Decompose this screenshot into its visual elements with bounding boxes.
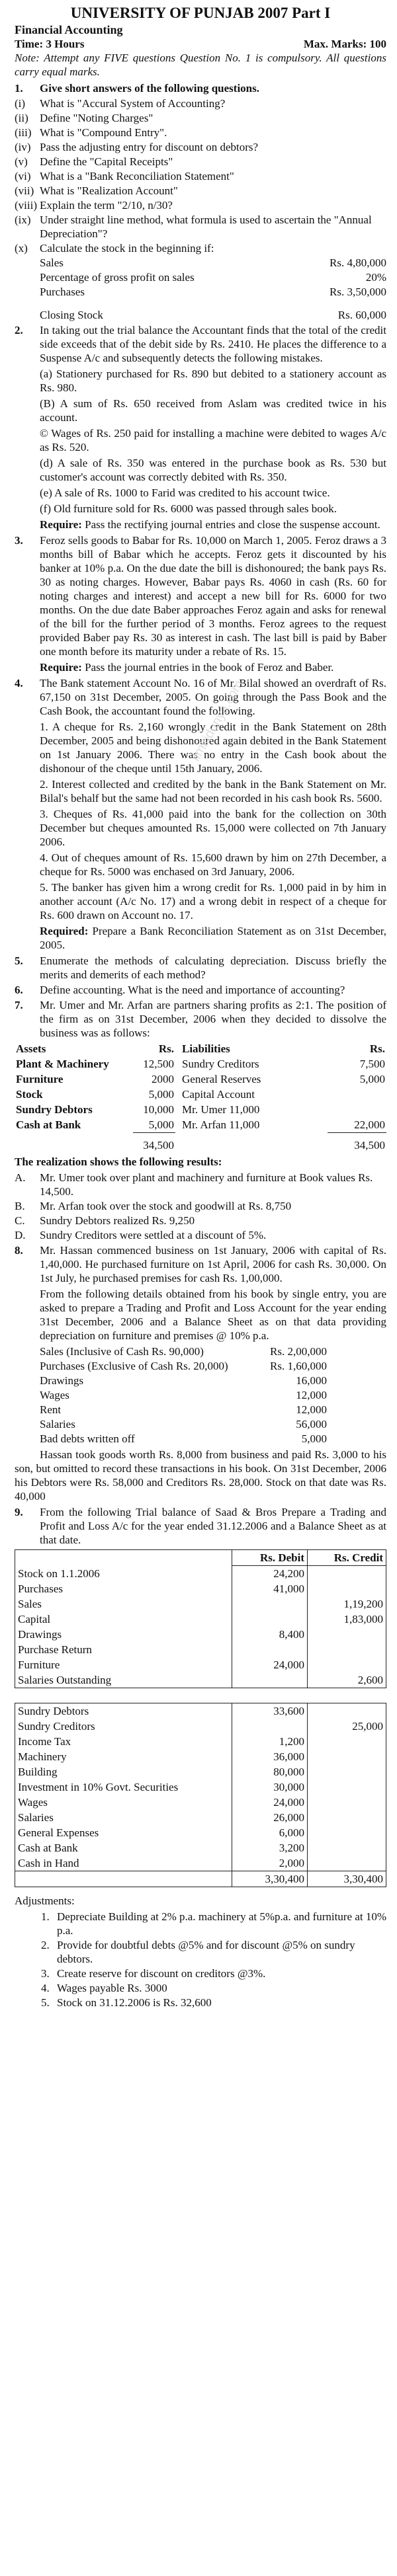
question-2 xyxy=(15,323,386,365)
mistake-a: (a) Stationery purchased for Rs. 890 but debited to a stationery account as Rs. 980. xyxy=(40,368,386,394)
table-row: Cash at Bank 3,200 xyxy=(15,1840,386,1855)
table-row: Purchases 41,000 xyxy=(15,1581,386,1596)
list-item: Wages 12,000 xyxy=(40,1389,327,1401)
paper-title: UNIVERSITY OF PUNJAB 2007 Part I xyxy=(70,5,331,21)
mistake-e: (e) A sale of Rs. 1000 to Farid was credited to his account twice. xyxy=(40,487,330,499)
table-row: Sales 1,19,200 xyxy=(15,1596,386,1612)
question-heading: Give short answers of the following questions. xyxy=(40,82,259,95)
question-text: Enumerate the methods of calculating depreciation. Discuss briefly the merits and demerits of each method? xyxy=(40,955,386,981)
question-text: Mr. Umer and Mr. Arfan are partners sharing profits as 2:1. The position of the firm as on 31st December, 2006 when they decided to dissolve the business was as follows: xyxy=(40,999,386,1039)
table-row: Salaries 26,000 xyxy=(15,1810,386,1825)
list-item: (x) Calculate the stock in the beginning if: xyxy=(15,242,214,254)
requirement: Required: Prepare a Bank Reconciliation Statement as on 31st December, 2005. xyxy=(40,925,386,951)
time: Time: 3 Hours xyxy=(15,38,85,50)
list-item: (vi) What is a "Bank Reconciliation Statement" xyxy=(15,170,234,182)
question-9 xyxy=(15,1505,386,1547)
time-marks-row xyxy=(15,37,386,51)
bank-item-1: 1. A cheque for Rs. 2,160 wrongly credit in the Bank Statement on 28th December, 2005 and being dishonoured again debited in the Bank Statement on 1st January 2006. There was no entry in the Cash book about the dishonour of the cheque until 15th January, 2006. xyxy=(40,721,386,775)
question-text: The Bank statement Account No. 16 of Mr. Bilal showed an overdraft of Rs. 67,150 on 31st December, 2005. On going through the Pass Book and the Cash Book, the accountant found the following. xyxy=(40,677,386,717)
question-number: 2. xyxy=(15,324,23,336)
table-row: Sundry Debtors 33,600 xyxy=(15,1703,386,1719)
bank-item-4: 4. Out of cheques amount of Rs. 15,600 drawn by him on 27th December, a cheque for Rs. 5000 was enchased on 3rd January, 2006. xyxy=(40,851,386,878)
question-number: 4. xyxy=(15,677,23,689)
instructions-note: Note: Attempt any FIVE questions Question No. 1 is compulsory. All questions carry equal marks. xyxy=(15,52,386,78)
question-number: 3. xyxy=(15,534,23,547)
question-text: Define accounting. What is the need and importance of accounting? xyxy=(40,984,345,996)
table-row: Purchase Return xyxy=(15,1642,386,1657)
question-text: Mr. Hassan commenced business on 1st January, 2006 with capital of Rs. 1,40,000. He purchased furniture on 1st April, 2006 for cash Rs. 30,000. On 1st July, he purchased premises for cash Rs. 1,00,000. xyxy=(40,1244,386,1284)
max-marks: Max. Marks: 100 xyxy=(303,38,386,50)
question-text-2: From the following details obtained from his book by single entry, you are asked to prepare a Trading and Profit and Loss Account for the year ending 31st December, 2006 and a Balance Sheet as on that data providing depreciation on furniture and premises @ 10% p.a. xyxy=(40,1288,386,1342)
question-number: 7. xyxy=(15,999,23,1011)
mistake-b: (B) A sum of Rs. 650 received from Aslam was credited twice in his account. xyxy=(40,397,386,424)
list-item: 2. Provide for doubtful debts @5% and for discount @5% on sundry debtors. xyxy=(41,1939,355,1965)
question-7 xyxy=(15,998,386,1040)
question-text: Feroz sells goods to Babar for Rs. 10,000 on March 1, 2005. Feroz draws a 3 months bill of Babar which he accepts. Feroz gets it discounted by his banker at 10% p.a. On the due date the bill is dishonoured; the bank pays Rs. 30 as noting charges. However, Babar pays Rs. 4060 in cash (Rs. 60 for noting charges and interest) and accept a new bill for Rs. 6000 for two months. On the due date Baber approaches Feroz again and asks for renewal of the bill for the further period of 3 months. Feroz agrees to the request provided Baber pay Rs. 30 as interest in cash. The last bill is paid by Baber one month before its maturity under a rebate of Rs. 15. xyxy=(40,534,386,658)
table-row: Furniture 2000 General Reserves 5,000 xyxy=(16,1073,385,1085)
trial-balance-table-1 xyxy=(15,1549,386,1688)
table-header: Rs. Debit Rs. Credit xyxy=(15,1550,386,1566)
list-item: Sales (Inclusive of Cash Rs. 90,000) Rs. 2,00,000 xyxy=(40,1345,327,1358)
requirement: Require: Pass the journal entries in the book of Feroz and Baber. xyxy=(40,661,334,674)
table-row: Sundry Creditors 25,000 xyxy=(15,1719,386,1734)
realization-results xyxy=(15,1171,386,1242)
mistake-c: © Wages of Rs. 250 paid for installing a machine were debited to wages A/c as Rs. 520. xyxy=(40,427,386,453)
closing-stock-row: Closing Stock Rs. 60,000 xyxy=(40,309,386,321)
bank-item-5: 5. The banker has given him a wrong credit for Rs. 1,000 paid in by him in another account (A/c No. 17) and a wrong debit in respect of a cheque for Rs. 600 drawn on Account no. 17. xyxy=(40,881,386,921)
list-item: Salaries 56,000 xyxy=(40,1418,327,1430)
results-intro: The realization shows the following results: xyxy=(15,1155,222,1168)
table-row: Cash in Hand 2,000 xyxy=(15,1855,386,1871)
list-item: (viii) Explain the term "2/10, n/30? xyxy=(15,199,173,212)
table-total-row: 34,500 34,500 xyxy=(15,1133,386,1153)
table-row: Machinery 36,000 xyxy=(15,1749,386,1764)
single-entry-details xyxy=(15,1345,327,1446)
stock-calculation-data xyxy=(15,256,386,299)
question-5 xyxy=(15,954,386,982)
short-questions xyxy=(15,97,386,255)
question-number: 9. xyxy=(15,1506,23,1518)
list-item: Purchases (Exclusive of Cash Rs. 20,000) Rs. 1,60,000 xyxy=(40,1360,327,1372)
table-total-row: 3,30,400 3,30,400 xyxy=(15,1871,386,1887)
table-row: Capital 1,83,000 xyxy=(15,1612,386,1627)
list-item: Bad debts written off 5,000 xyxy=(40,1432,327,1445)
list-item: (vii) What is "Realization Account" xyxy=(15,184,178,197)
trial-balance-table-2 xyxy=(15,1703,386,1887)
bank-item-2: 2. Interest collected and credited by the bank in the Bank Statement on Mr. Bilal's behalf but the same had not been recorded in his cash book Rs. 5600. xyxy=(40,778,386,804)
list-item: 4. Wages payable Rs. 3000 xyxy=(41,1982,167,1994)
table-row: Stock 5,000 Capital Account xyxy=(16,1088,255,1101)
calc-row: Sales Rs. 4,80,000 xyxy=(40,256,386,269)
question-text: From the following Trial balance of Saad & Bros Prepare a Trading and Profit and Loss A/c for the year ended 31.12.2006 and a Balance Sheet as at that date. xyxy=(40,1506,386,1546)
question-number: 1. xyxy=(15,82,23,95)
table-row: General Expenses 6,000 xyxy=(15,1825,386,1840)
list-item: D. Sundry Creditors were settled at a discount of 5%. xyxy=(15,1229,267,1241)
adjustments-label: Adjustments: xyxy=(15,1894,75,1907)
adjustments-list xyxy=(15,1910,386,2010)
list-item: C. Sundry Debtors realized Rs. 9,250 xyxy=(15,1214,195,1227)
table-row: Stock on 1.1.2006 24,200 xyxy=(15,1566,386,1582)
list-item: (i) What is "Accural System of Accounting? xyxy=(15,97,226,110)
mistake-d: (d) A sale of Rs. 350 was entered in the purchase book as Rs. 530 but customer's account was correctly debited with Rs. 350. xyxy=(40,457,386,483)
question-number: 5. xyxy=(15,955,23,967)
table-row: Plant & Machinery 12,500 Sundry Creditors 7,500 xyxy=(16,1058,385,1070)
list-item: Drawings 16,000 xyxy=(40,1374,327,1387)
bank-item-3: 3. Cheques of Rs. 41,000 paid into the bank for the collection on 30th December but cheques amounted Rs. 15,000 were collected on 7th January 2006. xyxy=(40,808,386,848)
subject: Financial Accounting xyxy=(15,23,123,36)
table-row: Drawings 8,400 xyxy=(15,1627,386,1642)
balance-sheet-table xyxy=(15,1041,386,1153)
question-8 xyxy=(15,1243,386,1285)
list-item: Rent 12,000 xyxy=(40,1403,327,1416)
table-row: Building 80,000 xyxy=(15,1764,386,1779)
list-item: 3. Create reserve for discount on creditors @3%. xyxy=(41,1967,266,1980)
list-item: (ii) Define "Noting Charges" xyxy=(15,112,154,124)
question-text: In taking out the trial balance the Accountant finds that the total of the credit side exceeds that of the debit side by Rs. 2410. He places the difference to a Suspense A/c and subsequently detects the following mistakes. xyxy=(40,324,386,364)
question-number: 6. xyxy=(15,984,23,996)
question-number: 8. xyxy=(15,1244,23,1257)
requirement: Require: Pass the rectifying journal entries and close the suspense account. xyxy=(40,518,380,531)
list-item: B. Mr. Arfan took over the stock and goodwill at Rs. 8,750 xyxy=(15,1200,292,1212)
list-item: A. Mr. Umer took over plant and machinery and furniture at Book values Rs. 14,500. xyxy=(15,1171,373,1198)
question-1 xyxy=(15,81,386,95)
table-row: Salaries Outstanding 2,600 xyxy=(15,1672,386,1688)
table-row: Cash at Bank 5,000 Mr. Arfan 11,000 22,000 xyxy=(16,1118,385,1131)
watermark: ilmkidunya.com xyxy=(188,678,247,764)
question-text-3: Hassan took goods worth Rs. 8,000 from business and paid Rs. 3,000 to his son, but omitted to record these transactions in his book. On 31st December, 2006 his Debtors were Rs. 58,000 and Creditors Rs. 28,000. Stock on that date was Rs. 40,000 xyxy=(15,1448,386,1503)
list-item: 5. Stock on 31.12.2006 is Rs. 32,600 xyxy=(41,1996,212,2009)
table-header: Assets Rs. Liabilities Rs. xyxy=(16,1042,385,1055)
calc-row: Percentage of gross profit on sales 20% xyxy=(40,271,386,284)
table-row: Wages 24,000 xyxy=(15,1795,386,1810)
question-3 xyxy=(15,533,386,658)
list-item: (ix) Under straight line method, what formula is used to ascertain the "Annual Depreciation"? xyxy=(15,214,372,240)
question-6 xyxy=(15,983,386,997)
list-item: (v) Define the "Capital Receipts" xyxy=(15,155,173,168)
table-row: Income Tax 1,200 xyxy=(15,1734,386,1749)
list-item: (iii) What is "Compound Entry". xyxy=(15,126,167,139)
list-item: 1. Depreciate Building at 2% p.a. machinery at 5%p.a. and furniture at 10% p.a. xyxy=(41,1910,387,1937)
calc-row: Purchases Rs. 3,50,000 xyxy=(40,286,386,298)
list-item: (iv) Pass the adjusting entry for discount on debtors? xyxy=(15,141,259,153)
table-row: Investment in 10% Govt. Securities 30,000 xyxy=(15,1779,386,1795)
table-row: Furniture 24,000 xyxy=(15,1657,386,1672)
mistake-f: (f) Old furniture sold for Rs. 6000 was passed through sales book. xyxy=(40,502,337,515)
question-4 xyxy=(15,676,386,718)
table-row: Sundry Debtors 10,000 Mr. Umer 11,000 xyxy=(16,1103,260,1116)
